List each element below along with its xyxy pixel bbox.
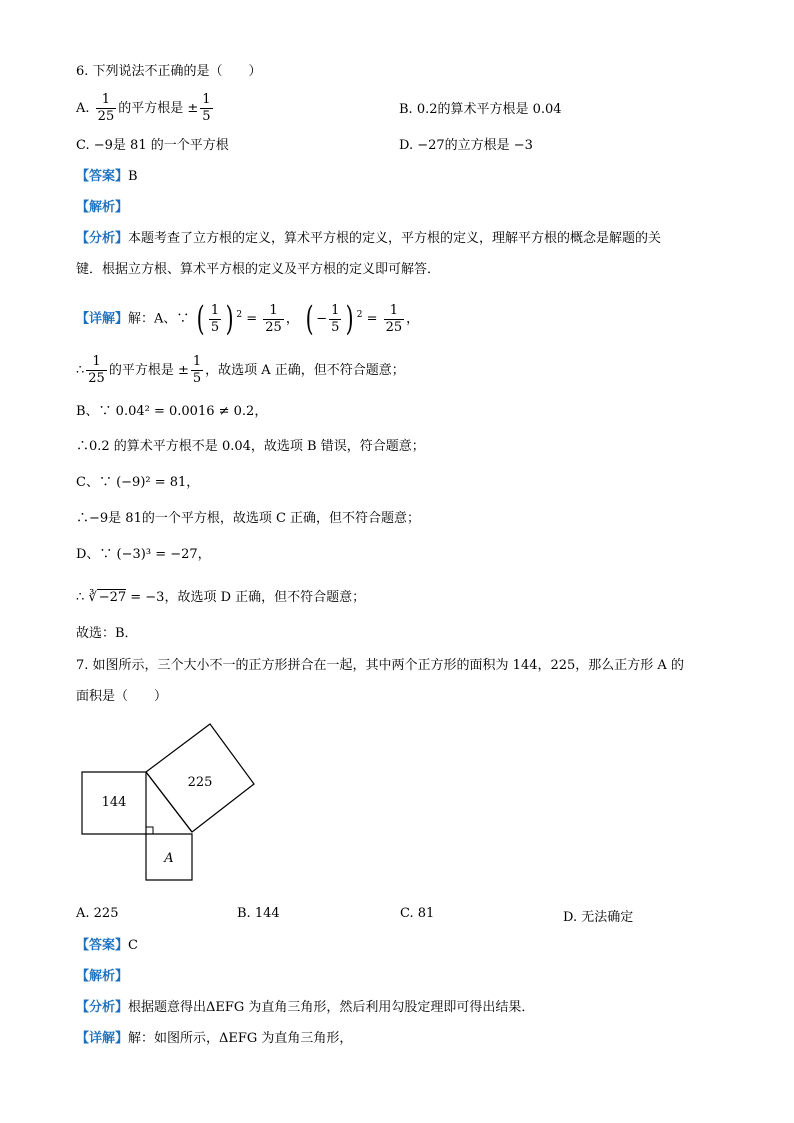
denominator: 5 <box>210 319 220 335</box>
fraction <box>96 92 117 125</box>
fraction <box>329 303 341 336</box>
numerator: 1 <box>331 302 340 318</box>
q7-options <box>76 906 716 926</box>
exponent: 2 <box>356 310 363 321</box>
numerator: 1 <box>202 92 211 107</box>
answer-tag: 【答案】 <box>76 938 129 953</box>
q7-option-d: D. 无法确定 <box>563 910 634 925</box>
numerator: 1 <box>210 302 220 318</box>
q6-line-c2: ∴−9是 81的一个平方根，故选项 C 正确，但不符合题意； <box>76 511 421 526</box>
detail-text: 解：如图所示，ΔEFG 为直角三角形， <box>128 1031 353 1046</box>
fenxi-text: 根据题意得出ΔEFG 为直角三角形，然后利用勾股定理即可得出结果． <box>128 1000 535 1015</box>
q6-fenxi-line2: 键．根据立方根、算术平方根的定义及平方根的定义即可解答． <box>76 262 441 277</box>
q7-fenxi <box>76 998 534 1018</box>
detail-tag: 【详解】 <box>76 311 129 327</box>
minus: − <box>316 311 328 327</box>
q6-detail-a <box>76 299 420 339</box>
denominator: 25 <box>385 319 403 335</box>
q7-stem-line1: 7. 如图所示，三个大小不一的正方形拼合在一起，其中两个正方形的面积为 144，225，那么正方形 A 的 <box>76 658 684 673</box>
q6-option-c: C. −9是 81 的一个平方根 <box>76 138 229 153</box>
q6-line-d: D、∵ (−3)³ = −27， <box>76 547 211 562</box>
denominator: 5 <box>192 371 202 386</box>
comma: ， <box>285 311 299 327</box>
triangle-side <box>146 772 192 832</box>
q6-stem: 6. 下列说法不正确的是（ ） <box>76 64 262 79</box>
numerator: 1 <box>192 354 202 369</box>
denominator: 25 <box>88 371 105 386</box>
label-225: 225 <box>187 775 213 790</box>
q7-stem-line2: 面积是（ ） <box>76 689 168 704</box>
fraction <box>209 303 221 336</box>
q7-answer <box>76 936 138 956</box>
denominator: 25 <box>97 109 115 124</box>
therefore-text: ，故选项 A 正确，但不符合题意； <box>205 363 405 378</box>
answer-tag: 【答案】 <box>76 169 129 184</box>
answer-value: B <box>128 169 138 184</box>
q6-option-b: B. 0.2的算术平方根是 0.04 <box>399 102 562 117</box>
denominator: 5 <box>331 319 340 335</box>
fraction <box>200 92 212 125</box>
exponent: 2 <box>236 310 243 321</box>
q6-line-b: B、∵ 0.04² = 0.0016 ≠ 0.2， <box>76 404 268 419</box>
denominator: 5 <box>202 109 211 124</box>
q6-line-c: C、∵ (−9)² = 81， <box>76 475 200 490</box>
analysis-tag: 【解析】 <box>76 969 129 984</box>
numerator: 1 <box>86 354 107 371</box>
left-paren: ( <box>305 299 314 339</box>
label-a: A <box>164 851 174 866</box>
detail-prefix: 解：A、∵ <box>128 311 190 327</box>
q6-line-b2: ∴0.2 的算术平方根不是 0.04，故选项 B 错误，符合题意； <box>76 439 425 454</box>
right-angle-mark <box>146 827 153 834</box>
radicand: −27 <box>98 590 127 605</box>
detail-tag: 【详解】 <box>76 1031 129 1046</box>
q6-choose: 故选：B． <box>76 626 138 641</box>
q6-line-d2 <box>76 588 365 608</box>
line-d2-text: = −3，故选项 D 正确，但不符合题意； <box>126 590 366 605</box>
q7-detail <box>76 1029 352 1049</box>
therefore-symbol: ∴ <box>76 363 85 378</box>
equals: = <box>246 311 258 327</box>
q7-analysis-tag <box>76 967 128 987</box>
therefore-text: 的平方根是 ± <box>108 363 189 378</box>
numerator: 1 <box>263 303 284 320</box>
fraction <box>86 354 107 387</box>
answer-value: C <box>128 938 138 953</box>
label-144: 144 <box>101 795 127 810</box>
right-paren: ) <box>346 299 355 339</box>
q6-answer <box>76 167 138 187</box>
fenxi-tag: 【分析】 <box>76 1000 129 1015</box>
q6-option-d: D. −27的立方根是 −3 <box>399 138 533 153</box>
denominator: 25 <box>265 319 282 335</box>
q7-option-c: C. 81 <box>400 906 435 921</box>
fraction <box>191 354 203 387</box>
therefore-cbrt: ∴ ∛ <box>76 590 97 605</box>
right-paren: ) <box>225 299 234 339</box>
q6-analysis-tag <box>76 198 128 218</box>
q6-fenxi-line1 <box>76 229 661 249</box>
squares-figure <box>76 718 266 888</box>
numerator: 1 <box>384 303 405 320</box>
fraction <box>384 303 405 336</box>
q6-option-a <box>76 92 215 125</box>
q6-therefore-a <box>76 354 405 387</box>
option-a-text: 的平方根是 ± <box>118 101 199 116</box>
fenxi-text: 本题考查了立方根的定义，算术平方根的定义，平方根的定义，理解平方根的概念是解题的关 <box>128 231 662 246</box>
fraction <box>263 303 284 336</box>
fenxi-tag: 【分析】 <box>76 231 129 246</box>
comma: ， <box>406 311 420 327</box>
equals: = <box>366 311 378 327</box>
left-paren: ( <box>196 299 205 339</box>
numerator: 1 <box>96 92 117 109</box>
q7-option-b: B. 144 <box>237 906 280 921</box>
analysis-tag: 【解析】 <box>76 200 129 215</box>
q7-option-a: A. 225 <box>76 906 119 921</box>
option-a-label: A. <box>76 101 90 116</box>
